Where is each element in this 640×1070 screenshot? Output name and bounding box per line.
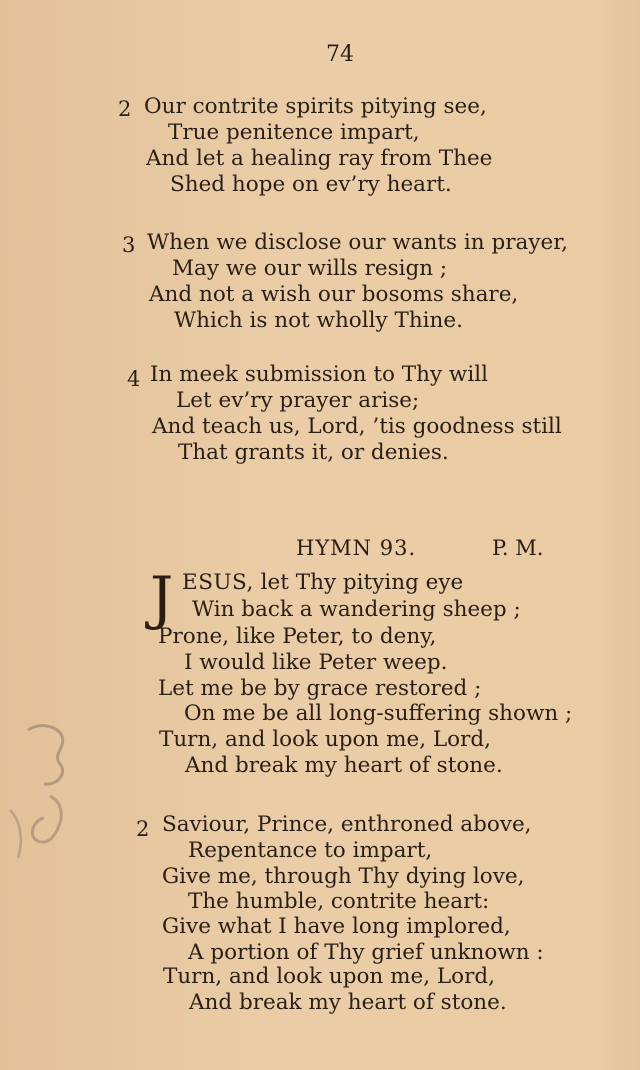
verse-line: Shed hope on ev’ry heart.: [170, 172, 452, 197]
verse-line: Saviour, Prince, enthroned above,: [162, 812, 532, 837]
verse-line: Give what I have long implored,: [162, 914, 511, 939]
verse-line: The humble, contrite heart:: [188, 889, 490, 914]
verse-line: On me be all long-suffering shown ;: [184, 701, 573, 726]
verse-line: A portion of Thy grief unknown :: [188, 940, 544, 965]
verse-line: Let ev’ry prayer arise;: [176, 388, 420, 413]
verse-line: And let a healing ray from Thee: [146, 146, 493, 171]
first-verse-line: [182, 570, 463, 596]
hymn-title: HYMN 93.: [296, 536, 417, 560]
verse-line: Turn, and look upon me, Lord,: [163, 964, 495, 989]
hymn-meter: P. M.: [492, 536, 544, 560]
verse-line: And break my heart of stone.: [189, 990, 507, 1015]
verse-line: True penitence impart,: [168, 120, 420, 145]
verse-line: Win back a wandering sheep ;: [192, 597, 521, 622]
verse-line: I would like Peter weep.: [184, 650, 448, 675]
page-number: 74: [326, 42, 354, 67]
verse-line: Turn, and look upon me, Lord,: [159, 727, 491, 752]
stanza-number: 2: [136, 817, 150, 841]
verse-line: May we our wills resign ;: [172, 256, 448, 281]
verse-line: And teach us, Lord, ’tis goodness still: [152, 414, 562, 439]
verse-line: And break my heart of stone.: [185, 753, 503, 778]
verse-line: Our contrite spirits pitying see,: [144, 94, 487, 119]
verse-line: In meek submission to Thy will: [150, 362, 488, 387]
page-edge-shadow: [600, 0, 640, 1070]
first-line-rest: let Thy pitying eye: [253, 570, 464, 595]
verse-line: Repentance to impart,: [188, 838, 433, 863]
verse-line: Let me be by grace restored ;: [158, 676, 482, 701]
verse-line: And not a wish our bosoms share,: [149, 282, 519, 307]
verse-line: When we disclose our wants in prayer,: [147, 230, 568, 255]
verse-line: Prone, like Peter, to deny,: [158, 624, 437, 649]
verse-line: Give me, through Thy dying love,: [162, 864, 525, 889]
first-word-rest: ESUS,: [182, 570, 254, 595]
stanza-number: 2: [118, 97, 132, 121]
stanza-number: 4: [127, 367, 141, 391]
drop-cap: J: [150, 564, 174, 632]
verse-line: Which is not wholly Thine.: [174, 308, 463, 333]
margin-pencil-mark: [0, 700, 100, 870]
stanza-number: 3: [122, 233, 136, 257]
verse-line: That grants it, or denies.: [178, 440, 449, 465]
